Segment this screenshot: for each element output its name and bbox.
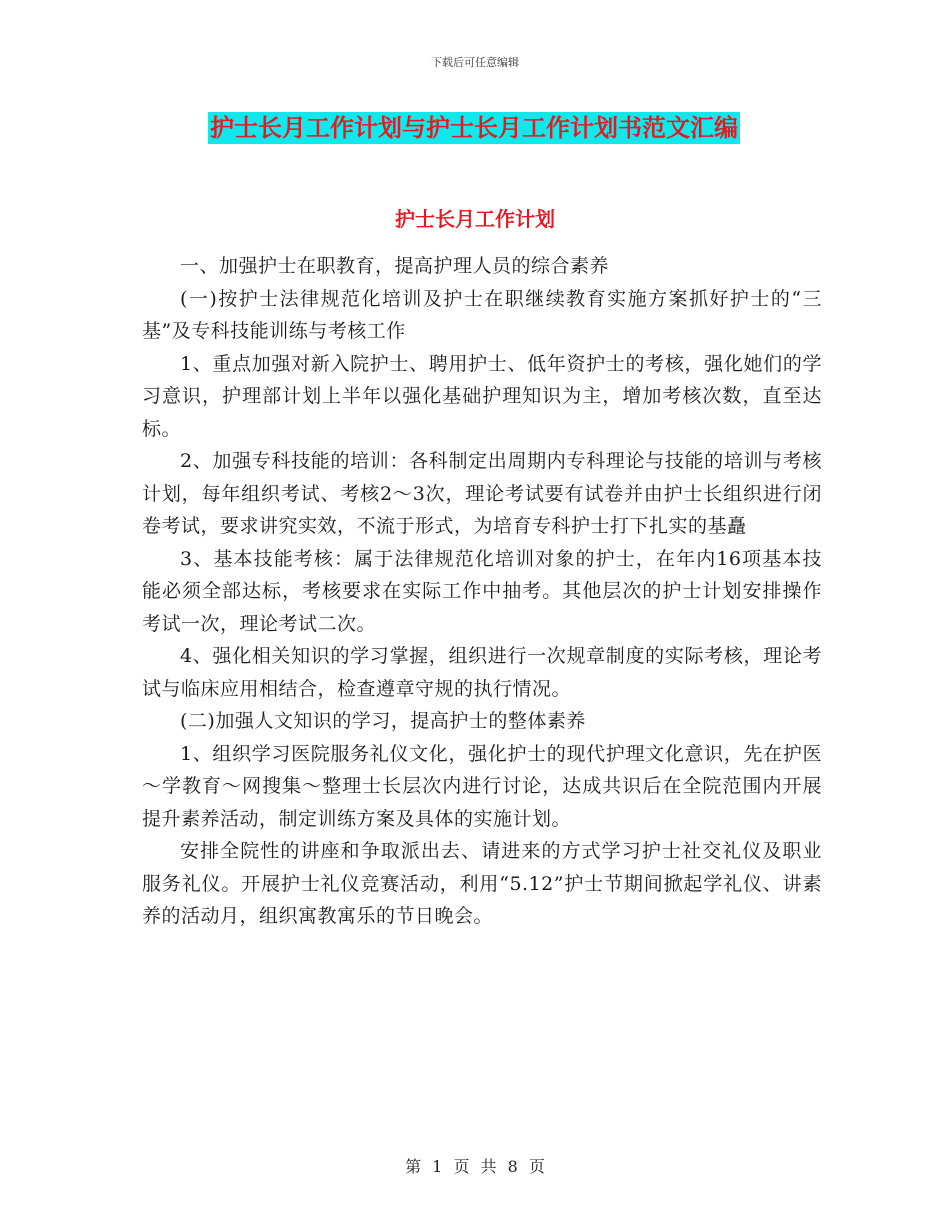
paragraph: 1、重点加强对新入院护士、聘用护士、低年资护士的考核，强化她们的学习意识，护理部计划上半年以强化基础护理知识为主，增加考核次数，直至达标。 (142, 352, 822, 440)
paragraph: 一、加强护士在职教育，提高护理人员的综合素养 (180, 255, 610, 277)
paragraph: 2、加强专科技能的培训：各科制定出周期内专科理论与技能的培训与考核计划，每年组织考试、考核2～3次，理论考试要有试卷并由护士长组织进行闭卷考试，要求讲究实效，不流于形式，为培育专科护士打下扎实的基矗 (142, 450, 822, 537)
download-note: 下载后可任意编辑 (431, 56, 519, 69)
document-body (142, 250, 822, 933)
section-title: 护士长月工作计划 (395, 207, 555, 231)
page-indicator: 第 1 页 共 8 页 (405, 1157, 545, 1176)
paragraph: (一)按护士法律规范化培训及护士在职继续教育实施方案抓好护士的“三基”及专科技能训练与考核工作 (142, 287, 822, 342)
paragraph: 4、强化相关知识的学习掌握，组织进行一次规章制度的实际考核，理论考试与临床应用相结合，检查遵章守规的执行情况。 (142, 645, 822, 700)
paragraph: 1、组织学习医院服务礼仪文化，强化护士的现代护理文化意识，先在护医～学教育～网搜集～整理士长层次内进行讨论，达成共识后在全院范围内开展提升素养活动，制定训练方案及具体的实施计划。 (142, 742, 822, 830)
paragraph: 安排全院性的讲座和争取派出去、请进来的方式学习护士社交礼仪及职业服务礼仪。开展护士礼仪竞赛活动，利用“5.12”护士节期间掀起学礼仪、讲素养的活动月，组织寓教寓乐的节日晚会。 (142, 840, 822, 927)
paragraph: 3、基本技能考核：属于法律规范化培训对象的护士，在年内16项基本技能必须全部达标，考核要求在实际工作中抽考。其他层次的护士计划安排操作考试一次，理论考试二次。 (142, 547, 822, 635)
paragraph: (二)加强人文知识的学习，提高护士的整体素养 (180, 710, 586, 732)
document-title: 护士长月工作计划与护士长月工作计划书范文汇编 (210, 113, 738, 142)
